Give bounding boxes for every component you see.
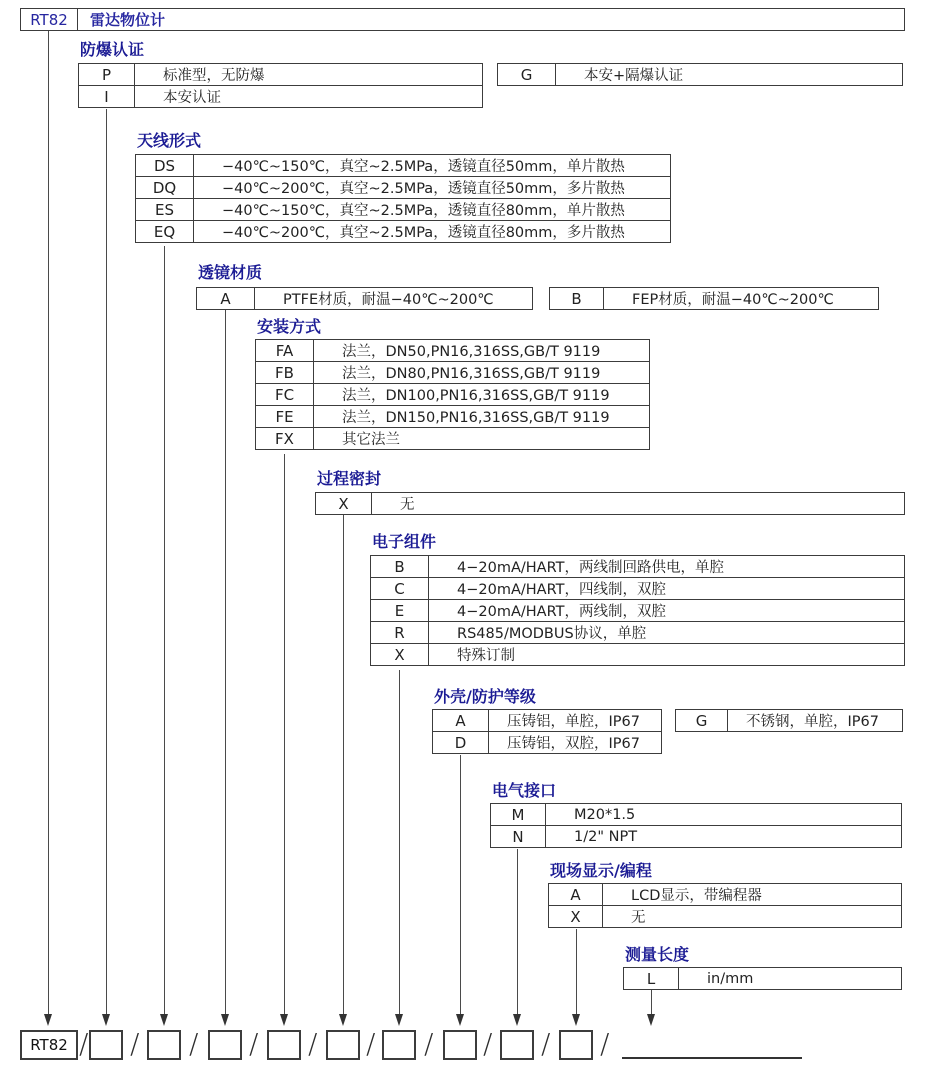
option-desc: −40℃~200℃，真空~2.5MPa，透镜直径80mm，多片散热 — [222, 225, 625, 241]
option-code: I — [79, 86, 135, 107]
separator: / — [366, 1027, 376, 1060]
option-desc: −40℃~150℃，真空~2.5MPa，透镜直径80mm，单片散热 — [222, 203, 625, 219]
arrow-down-icon — [160, 1014, 168, 1026]
option-desc: −40℃~200℃，真空~2.5MPa，透镜直径50mm，多片散热 — [222, 181, 625, 197]
option-desc: 本安+隔爆认证 — [584, 68, 684, 84]
option-desc: LCD显示，带编程器 — [631, 888, 762, 904]
option-code: N — [491, 826, 546, 847]
arrow-down-icon — [44, 1014, 52, 1026]
option-code: E — [371, 600, 429, 621]
model-code-slot-antenna — [147, 1030, 181, 1060]
option-row — [255, 361, 650, 384]
option-code: L — [624, 968, 679, 989]
option-row — [135, 198, 671, 221]
option-code: A — [549, 884, 603, 905]
option-code: G — [676, 710, 728, 731]
option-code: D — [433, 732, 489, 753]
arrow-down-icon — [513, 1014, 521, 1026]
option-desc: 特殊订制 — [457, 648, 515, 664]
arrow-down-icon — [221, 1014, 229, 1026]
option-table-housing — [432, 709, 662, 754]
option-table-measuring-length — [623, 967, 902, 990]
option-code: M — [491, 804, 546, 825]
option-row — [370, 643, 905, 666]
option-row — [135, 154, 671, 177]
option-code: B — [550, 288, 604, 309]
option-code: FE — [256, 406, 314, 427]
model-code-slot-electrical-interface — [500, 1030, 534, 1060]
option-code: G — [498, 64, 556, 85]
arrow-down-icon — [572, 1014, 580, 1026]
arrow-down-icon — [280, 1014, 288, 1026]
option-desc: M20*1.5 — [574, 806, 636, 823]
option-code: B — [371, 556, 429, 577]
connector-line-housing — [460, 755, 461, 1014]
section-label-lens-material: 透镜材质 — [198, 263, 263, 282]
section-label-housing: 外壳/防护等级 — [434, 687, 536, 706]
option-row — [432, 731, 662, 754]
option-row — [370, 555, 905, 578]
option-code: FB — [256, 362, 314, 383]
measurement-length-blank — [622, 1057, 802, 1059]
option-code: DS — [136, 155, 194, 176]
option-table-process-seal — [315, 492, 905, 515]
connector-line-explosion-proof — [106, 109, 107, 1014]
option-table-explosion-proof — [78, 63, 483, 108]
option-row — [370, 599, 905, 622]
model-code-slot-electronics — [382, 1030, 416, 1060]
option-desc: −40℃~150℃，真空~2.5MPa，透镜直径50mm，单片散热 — [222, 159, 625, 175]
option-code: R — [371, 622, 429, 643]
option-row — [255, 427, 650, 450]
option-desc: 压铸铝，双腔，IP67 — [507, 736, 640, 752]
model-code-slot-process-seal — [326, 1030, 360, 1060]
option-table-mounting — [255, 339, 650, 450]
model-code-slot-housing — [443, 1030, 477, 1060]
option-row — [370, 621, 905, 644]
option-row — [490, 825, 902, 848]
option-desc: 4−20mA/HART，两线制，双腔 — [457, 604, 666, 620]
option-code: A — [433, 710, 489, 731]
product-name: 雷达物位计 — [90, 11, 166, 29]
option-row — [548, 905, 902, 928]
option-desc: 不锈钢，单腔，IP67 — [746, 714, 879, 730]
option-row — [490, 803, 902, 826]
option-desc: 标准型，无防爆 — [163, 68, 265, 84]
option-code: FX — [256, 428, 314, 449]
option-row — [78, 85, 483, 108]
option-code: ES — [136, 199, 194, 220]
separator: / — [130, 1027, 140, 1060]
section-label-process-seal: 过程密封 — [317, 469, 382, 488]
connector-line-electronics — [399, 670, 400, 1014]
option-code: C — [371, 578, 429, 599]
separator: / — [424, 1027, 434, 1060]
option-desc: 压铸铝，单腔，IP67 — [507, 714, 640, 730]
connector-line-rt82 — [48, 31, 49, 1014]
option-row — [497, 63, 903, 86]
section-label-mounting: 安装方式 — [257, 317, 322, 336]
option-row — [255, 339, 650, 362]
option-desc: 法兰，DN80,PN16,316SS,GB/T 9119 — [342, 366, 601, 382]
arrow-down-icon — [647, 1014, 655, 1026]
option-code: X — [371, 644, 429, 665]
model-code-slot-explosion-proof — [89, 1030, 123, 1060]
arrow-down-icon — [102, 1014, 110, 1026]
section-label-display: 现场显示/编程 — [550, 861, 652, 880]
option-code: X — [316, 493, 372, 514]
option-desc: 4−20mA/HART，两线制回路供电，单腔 — [457, 560, 724, 576]
option-code: DQ — [136, 177, 194, 198]
separator: / — [189, 1027, 199, 1060]
connector-line-mounting — [284, 454, 285, 1014]
option-row — [548, 883, 902, 906]
option-row — [78, 63, 483, 86]
section-label-explosion-proof: 防爆认证 — [80, 40, 145, 59]
connector-line-electrical-interface — [517, 849, 518, 1014]
option-row — [255, 383, 650, 406]
option-desc: 法兰，DN50,PN16,316SS,GB/T 9119 — [342, 344, 601, 360]
option-code: FC — [256, 384, 314, 405]
option-table-lens-material-side — [549, 287, 879, 310]
option-row — [675, 709, 903, 732]
option-desc: 无 — [631, 910, 646, 926]
option-desc: 其它法兰 — [342, 432, 400, 448]
option-row — [135, 176, 671, 199]
option-code: A — [197, 288, 255, 309]
section-label-electrical-interface: 电气接口 — [492, 781, 557, 800]
arrow-down-icon — [339, 1014, 347, 1026]
option-row — [135, 220, 671, 243]
option-code: X — [549, 906, 603, 927]
separator: / — [600, 1027, 610, 1060]
model-code-slot-display — [559, 1030, 593, 1060]
option-table-electronics — [370, 555, 905, 666]
option-row — [315, 492, 905, 515]
option-desc: 法兰，DN150,PN16,316SS,GB/T 9119 — [342, 410, 610, 426]
separator: / — [541, 1027, 551, 1060]
option-table-explosion-proof-side — [497, 63, 903, 86]
option-table-housing-side — [675, 709, 903, 732]
connector-line-antenna — [164, 246, 165, 1014]
model-code-slot-mounting — [267, 1030, 301, 1060]
option-row — [432, 709, 662, 732]
option-table-display — [548, 883, 902, 928]
connector-line-process-seal — [343, 515, 344, 1014]
option-desc: 4−20mA/HART，四线制，双腔 — [457, 582, 666, 598]
option-desc: FEP材质，耐温−40℃~200℃ — [632, 292, 834, 308]
option-desc: 法兰，DN100,PN16,316SS,GB/T 9119 — [342, 388, 610, 404]
arrow-down-icon — [395, 1014, 403, 1026]
option-desc: 无 — [400, 497, 415, 513]
model-code-prefix: RT82 — [20, 1030, 78, 1060]
connector-line-lens-material — [225, 310, 226, 1014]
separator: / — [483, 1027, 493, 1060]
option-desc: 1/2" NPT — [574, 828, 638, 845]
model-code-slot-lens-material — [208, 1030, 242, 1060]
separator: / — [308, 1027, 318, 1060]
arrow-down-icon — [456, 1014, 464, 1026]
option-row — [549, 287, 879, 310]
option-table-lens-material — [196, 287, 533, 310]
option-row — [255, 405, 650, 428]
separator: / — [249, 1027, 259, 1060]
option-code: EQ — [136, 221, 194, 242]
connector-line-display — [576, 929, 577, 1014]
option-desc: 本安认证 — [163, 90, 221, 106]
option-row — [623, 967, 902, 990]
section-label-measuring-length: 测量长度 — [625, 945, 690, 964]
option-row — [370, 577, 905, 600]
product-code: RT82 — [21, 9, 78, 30]
section-label-electronics: 电子组件 — [372, 532, 437, 551]
section-label-antenna: 天线形式 — [137, 131, 202, 150]
connector-line-measuring-length — [651, 990, 652, 1014]
option-code: P — [79, 64, 135, 85]
option-code: FA — [256, 340, 314, 361]
separator: / — [79, 1027, 89, 1060]
option-desc: in/mm — [707, 970, 754, 987]
product-header — [20, 8, 905, 31]
option-table-antenna — [135, 154, 671, 243]
option-desc: RS485/MODBUS协议，单腔 — [457, 626, 647, 642]
option-table-electrical-interface — [490, 803, 902, 848]
option-row — [196, 287, 533, 310]
option-desc: PTFE材质，耐温−40℃~200℃ — [283, 292, 494, 308]
